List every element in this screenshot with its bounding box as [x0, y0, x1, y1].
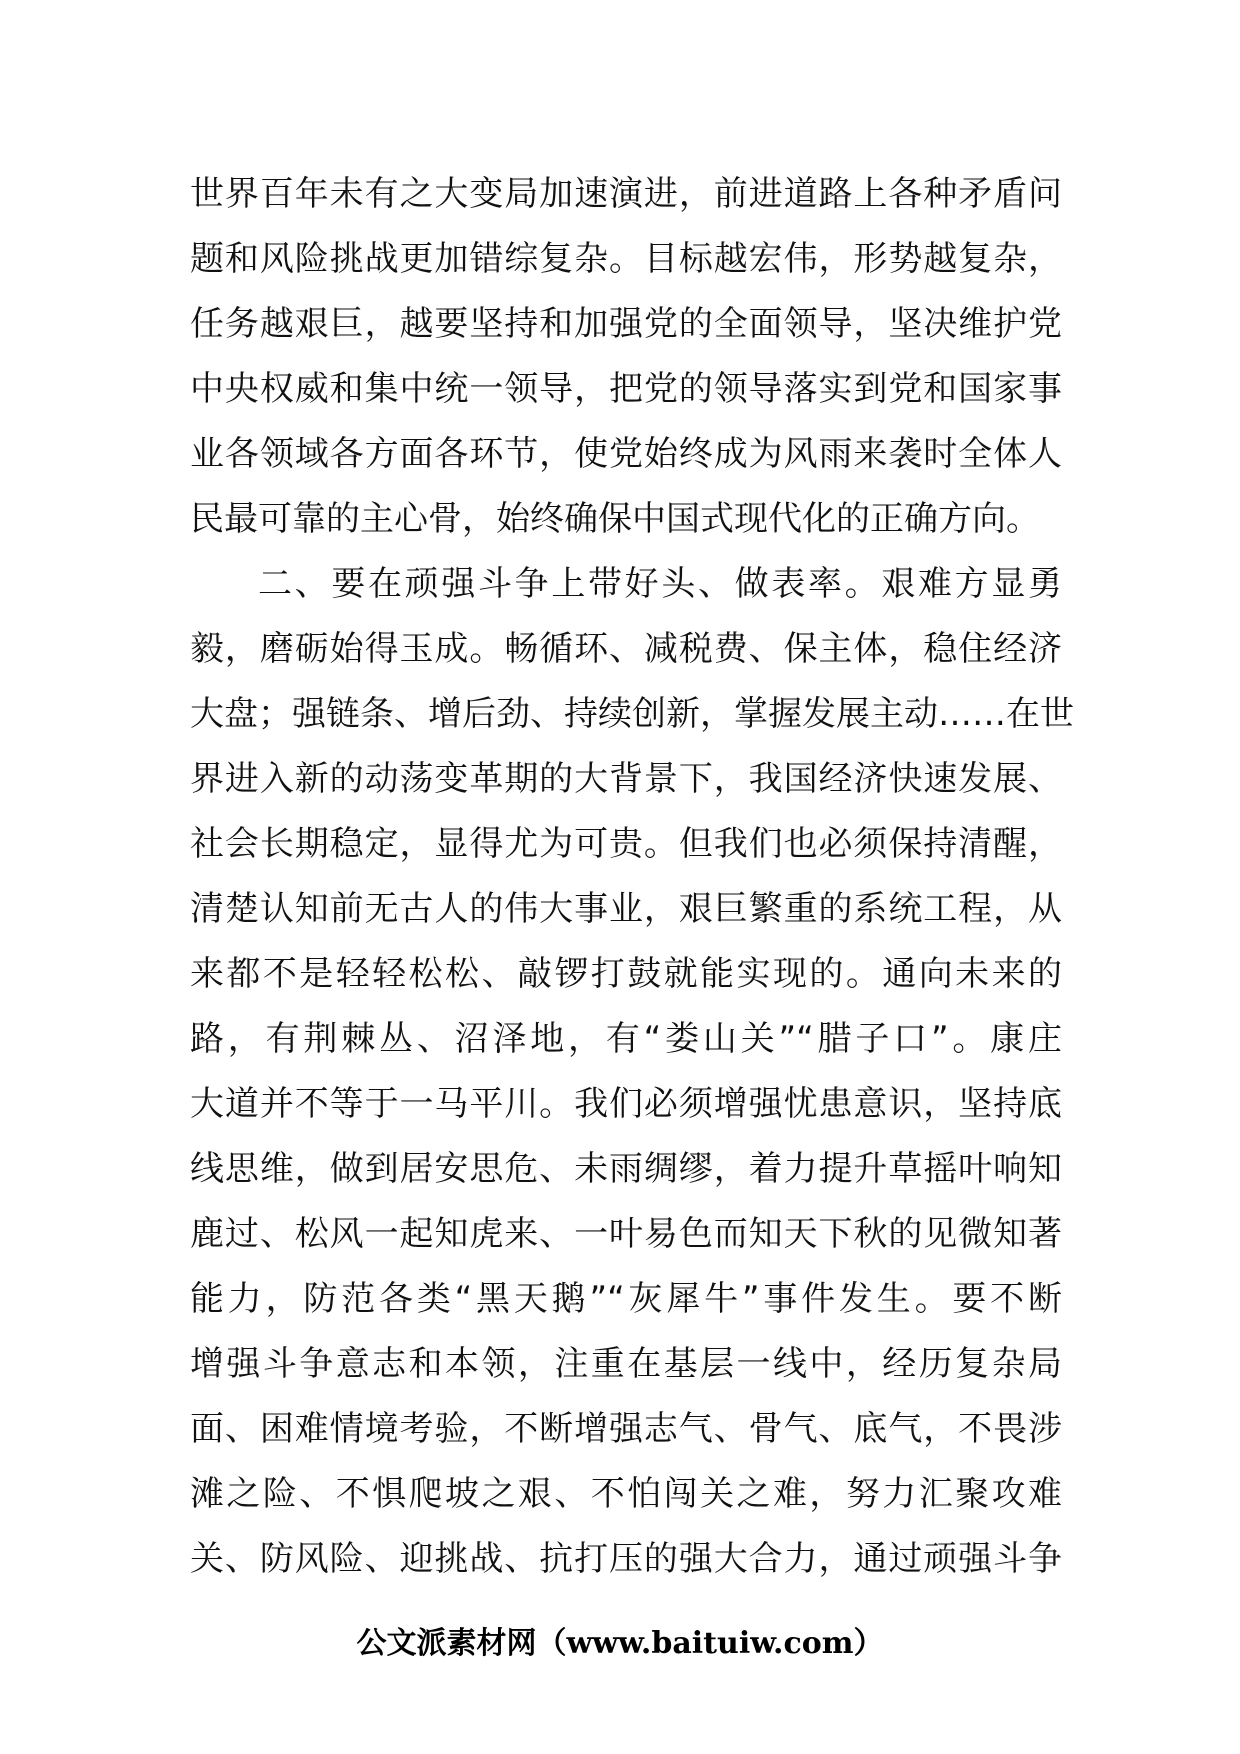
- text-line: 社会长期稳定，显得尤为可贵。但我们也必须保持清醒，: [190, 824, 1062, 864]
- text-line: 民最可靠的主心骨，始终确保中国式现代化的正确方向。: [190, 499, 1040, 539]
- text-line: 题和风险挑战更加错综复杂。目标越宏伟，形势越复杂，: [190, 239, 1062, 279]
- text-line: 世界百年未有之大变局加速演进，前进道路上各种矛盾问: [190, 174, 1062, 214]
- text-line: 鹿过、松风一起知虎来、一叶易色而知天下秋的见微知著: [190, 1214, 1062, 1254]
- text-line: 面、困难情境考验，不断增强志气、骨气、底气，不畏涉: [190, 1409, 1062, 1449]
- text-line: 滩之险、不惧爬坡之艰、不怕闯关之难，努力汇聚攻难: [190, 1474, 1062, 1514]
- text-line: 能力，防范各类“黑天鹅”“灰犀牛”事件发生。要不断: [190, 1279, 1062, 1319]
- text-line: 业各领域各方面各环节，使党始终成为风雨来袭时全体人: [190, 434, 1062, 474]
- text-line: 关、防风险、迎挑战、抗打压的强大合力，通过顽强斗争: [190, 1539, 1062, 1579]
- text-line: 大盘；强链条、增后劲、持续创新，掌握发展主动……在世: [190, 694, 1074, 734]
- text-line: 中央权威和集中统一领导，把党的领导落实到党和国家事: [190, 369, 1062, 409]
- text-line: 任务越艰巨，越要坚持和加强党的全面领导，坚决维护党: [190, 304, 1062, 344]
- text-line: 界进入新的动荡变革期的大背景下，我国经济快速发展、: [190, 759, 1062, 799]
- text-line: 清楚认知前无古人的伟大事业，艰巨繁重的系统工程，从: [190, 889, 1062, 929]
- text-line: 增强斗争意志和本领，注重在基层一线中，经历复杂局: [190, 1344, 1062, 1384]
- document-body: [190, 162, 1074, 1592]
- page-footer: 公文派素材网（www.baituiw.com）: [356, 1626, 884, 1661]
- text-line: 毅，磨砺始得玉成。畅循环、减税费、保主体，稳住经济: [190, 629, 1062, 669]
- text-line: 线思维，做到居安思危、未雨绸缪，着力提升草摇叶响知: [190, 1149, 1062, 1189]
- section-heading-line: 二、要在顽强斗争上带好头、做表率。艰难方显勇: [258, 564, 1062, 604]
- text-line: 大道并不等于一马平川。我们必须增强忧患意识，坚持底: [190, 1084, 1062, 1124]
- text-line: 路，有荆棘丛、沼泽地，有“娄山关”“腊子口”。康庄: [190, 1019, 1062, 1059]
- text-line: 来都不是轻轻松松、敲锣打鼓就能实现的。通向未来的: [190, 954, 1062, 994]
